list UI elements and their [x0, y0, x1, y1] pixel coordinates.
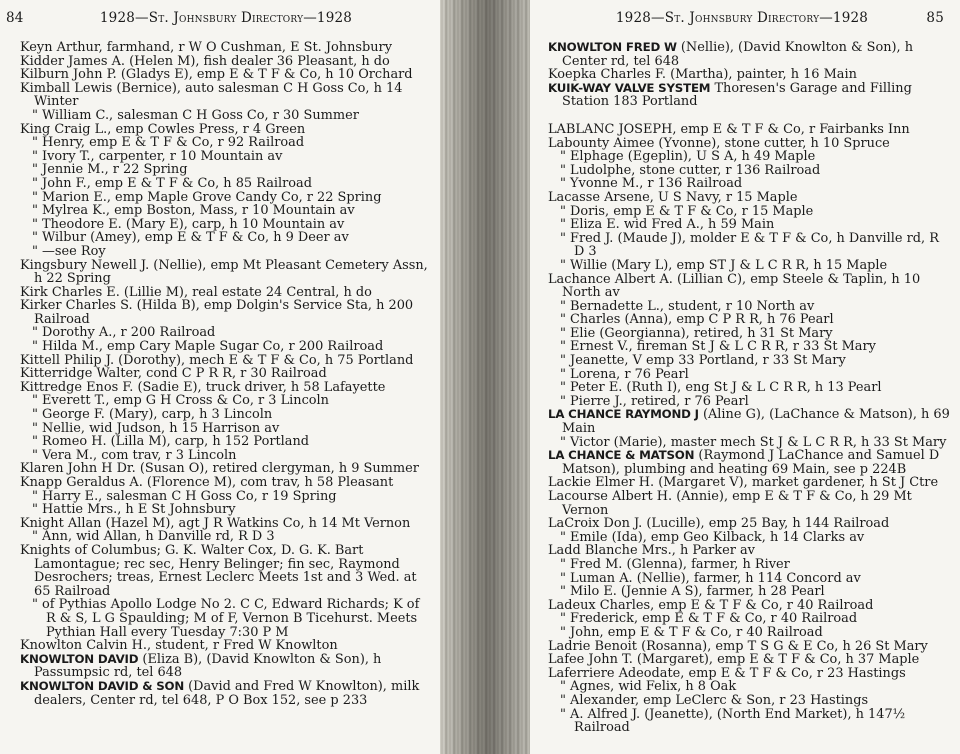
entry-text: " Mylrea K., emp Boston, Mass, r 10 Mountain av: [32, 203, 355, 219]
directory-entry: [20, 150, 432, 164]
page-number: 84: [6, 10, 24, 26]
entry-text: " Luman A. (Nellie), farmer, h 114 Concord av: [560, 570, 861, 586]
entry-text: Kingsbury Newell J. (Nellie), emp Mt Pleasant Cemetery Assn, h 22 Spring: [20, 257, 428, 287]
entry-text: " A. Alfred J. (Jeanette), (North End Market), h 147½ Railroad: [560, 706, 906, 736]
entry-text: Lafee John T. (Margaret), emp E & T F & Co, h 37 Maple: [548, 652, 920, 668]
entry-text: Kimball Lewis (Bernice), auto salesman C H Goss Co, h 14 Winter: [20, 80, 403, 110]
entry-text: " Ludolphe, stone cutter, r 136 Railroad: [560, 162, 821, 178]
entry-text: " Ann, wid Allan, h Danville rd, R D 3: [32, 529, 275, 545]
entry-bold-name: KNOWLTON FRED W: [548, 40, 677, 54]
entry-text: Thoresen's Garage and Filling Station 183 Portland: [562, 80, 912, 110]
directory-entry: [548, 273, 952, 300]
directory-entry: [20, 286, 432, 300]
directory-entry: [548, 694, 952, 708]
right-page: [530, 0, 960, 754]
entry-text: " John F., emp E & T F & Co, h 85 Railroad: [32, 175, 312, 191]
entry-text: " Pierre J., retired, r 76 Pearl: [560, 393, 749, 409]
directory-entry: [548, 137, 952, 151]
directory-entry: [548, 381, 952, 395]
directory-entries: [548, 41, 952, 735]
entry-text: " Ivory T., carpenter, r 10 Mountain av: [32, 148, 283, 164]
directory-entry: [548, 150, 952, 164]
entry-text: " Doris, emp E & T F & Co, r 15 Maple: [560, 203, 814, 219]
entry-text: Ladd Blanche Mrs., h Parker av: [548, 543, 755, 559]
entry-text: " Bernadette L., student, r 10 North av: [560, 298, 815, 314]
directory-entry: [548, 313, 952, 327]
directory-entry: [548, 517, 952, 531]
directory-entry: [20, 177, 432, 191]
directory-entry: [548, 612, 952, 626]
entry-bold-name: LA CHANCE & MATSON: [548, 448, 695, 463]
directory-entry: [548, 300, 952, 314]
entry-bold-name: LA CHANCE RAYMOND J: [548, 407, 699, 422]
entry-text: Ladrie Benoit (Rosanna), emp T S G & E Co, h 26 St Mary: [548, 638, 928, 654]
directory-entry: [20, 517, 432, 531]
entry-text: LaCroix Don J. (Lucille), emp 25 Bay, h 144 Railroad: [548, 516, 890, 532]
entry-text: " Ernest V., fireman St J & L C R R, r 33 St Mary: [560, 339, 876, 355]
directory-entry: [548, 680, 952, 694]
directory-entry: [548, 408, 952, 435]
directory-entry: [548, 449, 952, 476]
directory-entry: [20, 449, 432, 463]
directory-entry: [20, 231, 432, 245]
entry-text: (David and Fred W Knowlton), milk dealers, Center rd, tel 648, P O Box 152, see p 233: [34, 678, 420, 708]
entry-text: " Milo E. (Jennie A S), farmer, h 28 Pearl: [560, 584, 825, 600]
entry-text: Labounty Aimee (Yvonne), stone cutter, h 10 Spruce: [548, 135, 890, 151]
directory-entry: [548, 41, 952, 68]
entry-text: Kirk Charles E. (Lillie M), real estate 24 Central, h do: [20, 284, 372, 300]
directory-entry: [20, 598, 432, 639]
entry-text: " Dorothy A., r 200 Railroad: [32, 325, 216, 341]
entry-text: " Frederick, emp E & T F & Co, r 40 Railroad: [560, 611, 858, 627]
directory-entry: [20, 544, 432, 598]
directory-entry: [20, 394, 432, 408]
directory-entry: [20, 191, 432, 205]
directory-entry: [20, 530, 432, 544]
entry-text: Knight Allan (Hazel M), agt J R Watkins Co, h 14 Mt Vernon: [20, 515, 411, 531]
directory-entry: [548, 205, 952, 219]
directory-entry: [548, 531, 952, 545]
entry-text: " Elie (Georgianna), retired, h 31 St Mary: [560, 325, 833, 341]
entry-text: LABLANC JOSEPH, emp E & T F & Co, r Fairbanks Inn: [548, 121, 910, 137]
directory-entry: [548, 653, 952, 667]
entry-text: Knights of Columbus; G. K. Walter Cox, D. G. K. Bart Lamontague; rec sec, Henry Belinger; fin sec, Raymond Desrochers; treas, Ernest Leclerc Meets 1st and 3 Wed. at 65 Railroad: [20, 542, 417, 599]
entry-text: Ladeux Charles, emp E & T F & Co, r 40 Railroad: [548, 597, 874, 613]
directory-entry: [20, 476, 432, 490]
entry-text: " Harry E., salesman C H Goss Co, r 19 Spring: [32, 488, 337, 504]
entry-text: Klaren John H Dr. (Susan O), retired clergyman, h 9 Summer: [20, 461, 419, 477]
directory-entry: [548, 164, 952, 178]
directory-entry: [20, 354, 432, 368]
left-page: [0, 0, 440, 754]
directory-entries: [20, 41, 432, 707]
entry-text: Koepka Charles F. (Martha), painter, h 16 Main: [548, 67, 857, 83]
entry-text: " Charles (Anna), emp C P R R, h 76 Pearl: [560, 312, 834, 328]
entry-text: " Marion E., emp Maple Grove Candy Co, r 22 Spring: [32, 189, 382, 205]
directory-entry: [20, 408, 432, 422]
directory-entry: [548, 558, 952, 572]
entry-text: " Peter E. (Ruth I), eng St J & L C R R, h 13 Pearl: [560, 380, 882, 396]
directory-entry: [20, 422, 432, 436]
directory-entry: [20, 381, 432, 395]
directory-entry: [548, 191, 952, 205]
page-header: [548, 8, 952, 28]
directory-entry: [548, 490, 952, 517]
directory-entry: [20, 653, 432, 680]
entry-text: Kidder James A. (Helen M), fish dealer 36 Pleasant, h do: [20, 53, 390, 69]
directory-entry: [20, 435, 432, 449]
entry-text: " Jennie M., r 22 Spring: [32, 162, 188, 178]
entry-text: " John, emp E & T F & Co, r 40 Railroad: [560, 624, 823, 640]
directory-entry: [20, 367, 432, 381]
entry-text: (Nellie), (David Knowlton & Son), h Center rd, tel 648: [562, 40, 914, 69]
entry-text: " George F. (Mary), carp, h 3 Lincoln: [32, 407, 273, 423]
directory-entry: [548, 259, 952, 273]
directory-entry: [20, 680, 432, 707]
directory-entry: [20, 204, 432, 218]
directory-entry: [548, 476, 952, 490]
directory-entry: [20, 163, 432, 177]
entry-text: (Aline G), (LaChance & Matson), h 69 Main: [562, 407, 950, 437]
entry-text: " Emile (Ida), emp Geo Kilback, h 14 Clarks av: [560, 529, 865, 545]
entry-text: " Fred M. (Glenna), farmer, h River: [560, 556, 790, 572]
entry-text: (Raymond J LaChance and Samuel D Matson), plumbing and heating 69 Main, see p 224B: [562, 448, 940, 477]
entry-text: " Theodore E. (Mary E), carp, h 10 Mountain av: [32, 216, 345, 232]
entry-text: Lackie Elmer H. (Margaret V), market gardener, h St J Ctre: [548, 475, 939, 491]
directory-entry: [20, 109, 432, 123]
directory-entry: [20, 245, 432, 259]
directory-entry: [548, 354, 952, 368]
directory-entry: [20, 55, 432, 69]
directory-entry: [20, 68, 432, 82]
directory-entry: [548, 640, 952, 654]
entry-text: " Romeo H. (Lilla M), carp, h 152 Portland: [32, 434, 310, 450]
directory-entry: [20, 490, 432, 504]
entry-bold-name: KNOWLTON DAVID & SON: [20, 678, 185, 693]
directory-entry: [20, 123, 432, 137]
entry-text: Kirker Charles S. (Hilda B), emp Dolgin's Service Sta, h 200 Railroad: [20, 298, 414, 327]
entry-text: " Elphage (Egeplin), U S A, h 49 Maple: [560, 149, 816, 165]
entry-text: Knapp Geraldus A. (Florence M), com trav, h 58 Pleasant: [20, 475, 394, 490]
directory-entry: [548, 340, 952, 354]
entry-text: " William C., salesman C H Goss Co, r 30 Summer: [32, 107, 359, 123]
directory-entry: [548, 368, 952, 382]
entry-text: " Victor (Marie), master mech St J & L C R R, h 33 St Mary: [560, 434, 947, 450]
directory-entry: [20, 639, 432, 653]
entry-bold-name: KUIK-WAY VALVE SYSTEM: [548, 80, 711, 95]
directory-entry: [20, 326, 432, 340]
entry-text: " Vera M., com trav, r 3 Lincoln: [32, 447, 237, 463]
directory-entry: [548, 82, 952, 109]
entry-text: (Eliza B), (David Knowlton & Son), h Passumpsic rd, tel 648: [34, 651, 382, 681]
directory-entry: [548, 327, 952, 341]
directory-entry: [20, 259, 432, 286]
directory-entry: [20, 136, 432, 150]
directory-entry: [548, 667, 952, 681]
directory-entry: [20, 41, 432, 55]
entry-text: " Eliza E. wid Fred A., h 59 Main: [560, 217, 775, 233]
directory-entry: [548, 436, 952, 450]
directory-entry: [548, 177, 952, 191]
entry-bold-name: KNOWLTON DAVID: [20, 651, 139, 666]
entry-text: Keyn Arthur, farmhand, r W O Cushman, E St. Johnsbury: [20, 40, 392, 55]
entry-text: " Hilda M., emp Cary Maple Sugar Co, r 200 Railroad: [32, 339, 384, 355]
directory-entry: [20, 503, 432, 517]
directory-entry: [20, 340, 432, 354]
entry-text: " —see Roy: [32, 243, 106, 259]
directory-entry: [548, 395, 952, 409]
entry-text: Lacourse Albert H. (Annie), emp E & T F & Co, h 29 Mt Vernon: [548, 489, 912, 518]
entry-text: " Nellie, wid Judson, h 15 Harrison av: [32, 420, 280, 436]
directory-entry: [20, 462, 432, 476]
entry-text: Kilburn John P. (Gladys E), emp E & T F & Co, h 10 Orchard: [20, 67, 413, 83]
directory-entry: [548, 599, 952, 613]
directory-entry: [20, 82, 432, 109]
entry-text: " Fred J. (Maude J), molder E & T F & Co, h Danville rd, R D 3: [560, 230, 939, 260]
directory-entry: [20, 299, 432, 326]
entry-text: King Craig L., emp Cowles Press, r 4 Green: [20, 121, 306, 137]
directory-entry: [548, 572, 952, 586]
entry-text: Laferriere Adeodate, emp E & T F & Co, r 23 Hastings: [548, 665, 906, 681]
entry-text: Kitterridge Walter, cond C P R R, r 30 Railroad: [20, 366, 327, 382]
directory-entry: [548, 68, 952, 82]
directory-entry: [548, 544, 952, 558]
directory-entry: [548, 218, 952, 232]
page-title: 1928—St. Johnsbury Directory—1928: [615, 10, 869, 26]
entry-text: " Wilbur (Amey), emp E & T F & Co, h 9 Deer av: [32, 230, 349, 246]
entry-text: " Jeanette, V emp 33 Portland, r 33 St Mary: [560, 353, 846, 369]
entry-text: " Lorena, r 76 Pearl: [560, 366, 689, 382]
entry-text: Lacasse Arsene, U S Navy, r 15 Maple: [548, 189, 798, 205]
book-gutter: [440, 0, 530, 754]
entry-text: " Agnes, wid Felix, h 8 Oak: [560, 679, 737, 695]
entry-text: Kittredge Enos F. (Sadie E), truck driver, h 58 Lafayette: [20, 379, 386, 395]
directory-entry: [548, 585, 952, 599]
entry-text: " Willie (Mary L), emp ST J & L C R R, h 15 Maple: [560, 257, 888, 273]
entry-text: " Everett T., emp G H Cross & Co, r 3 Lincoln: [32, 393, 329, 409]
entry-text: " Yvonne M., r 136 Railroad: [560, 176, 743, 192]
entry-text: Kittell Philip J. (Dorothy), mech E & T F & Co, h 75 Portland: [20, 352, 414, 368]
page-header: [6, 8, 432, 28]
directory-entry: [548, 232, 952, 259]
directory-entry: [548, 708, 952, 735]
entry-text: Lachance Albert A. (Lillian C), emp Steele & Taplin, h 10 North av: [548, 271, 921, 301]
page-number: 85: [926, 10, 944, 26]
entry-text: " Alexander, emp LeClerc & Son, r 23 Hastings: [560, 692, 869, 708]
entry-text: Knowlton Calvin H., student, r Fred W Knowlton: [20, 638, 338, 654]
entry-text: " Henry, emp E & T F & Co, r 92 Railroad: [32, 135, 305, 151]
directory-entry: [548, 123, 952, 137]
directory-entry: [548, 626, 952, 640]
entry-text: " Hattie Mrs., h E St Johnsbury: [32, 502, 236, 518]
directory-entry: [20, 218, 432, 232]
entry-text: " of Pythias Apollo Lodge No 2. C C, Edward Richards; K of R & S, L G Spaulding; M of F, Vernon B Ticehurst. Meets Pythian Hall every Tuesday 7:30 P M: [32, 597, 420, 640]
page-title: 1928—St. Johnsbury Directory—1928: [99, 10, 353, 26]
